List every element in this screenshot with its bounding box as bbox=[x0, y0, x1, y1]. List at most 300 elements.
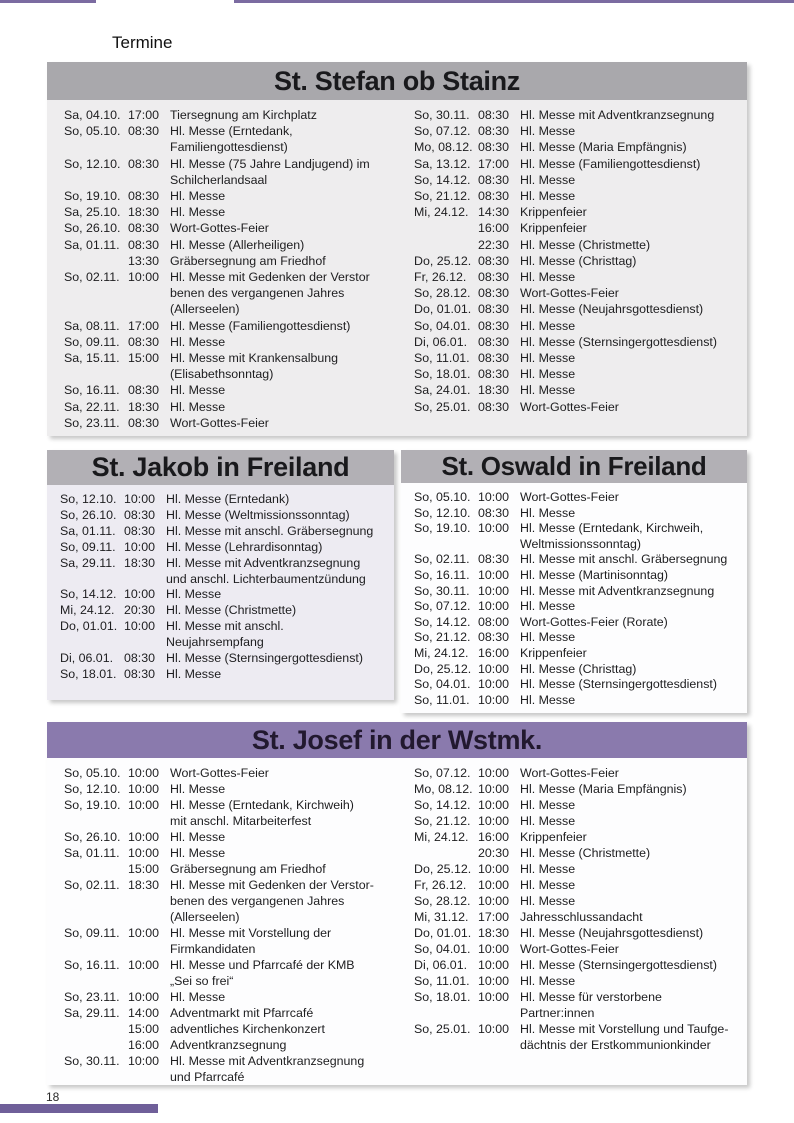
event-text: und anschl. Lichterbaumentzündung bbox=[166, 571, 366, 586]
event-date bbox=[64, 366, 128, 382]
event-date: So, 28.12. bbox=[414, 894, 471, 908]
event-text: Weltmissionssonntag) bbox=[520, 536, 641, 551]
event-text: Hl. Messe bbox=[520, 505, 576, 520]
event-text: Hl. Messe (Sternsingergottesdienst) bbox=[520, 958, 717, 972]
event-date bbox=[64, 1021, 128, 1037]
section-title-st-jakob: St. Jakob in Freiland bbox=[47, 450, 394, 485]
schedule-row bbox=[414, 568, 760, 584]
event-time: 10:00 bbox=[478, 521, 510, 536]
event-time: 08:30 bbox=[128, 334, 160, 349]
event-date bbox=[64, 813, 128, 829]
event-time: 08:30 bbox=[478, 124, 510, 139]
schedule-row bbox=[414, 1005, 747, 1021]
event-date: So, 07.12. bbox=[414, 766, 471, 780]
event-text: dächtnis der Erstkommunionkinder bbox=[520, 1038, 711, 1052]
event-time bbox=[478, 1005, 520, 1021]
event-date bbox=[64, 973, 128, 989]
event-time: 10:00 bbox=[128, 1054, 160, 1068]
event-date bbox=[414, 845, 478, 861]
schedule-row bbox=[64, 220, 397, 236]
event-date: So, 18.01. bbox=[414, 367, 471, 382]
event-date: So, 04.01. bbox=[414, 942, 471, 956]
event-date bbox=[64, 172, 128, 188]
schedule-row bbox=[60, 667, 407, 683]
event-date: Do, 01.01. bbox=[414, 302, 472, 317]
event-time: 10:00 bbox=[478, 1022, 510, 1036]
event-text: Hl. Messe (Maria Empfängnis) bbox=[520, 782, 687, 796]
event-text: mit anschl. Mitarbeiterfest bbox=[170, 814, 312, 828]
schedule-row bbox=[414, 861, 747, 877]
event-date: Sa, 01.11. bbox=[60, 523, 116, 538]
event-time: 10:00 bbox=[128, 926, 160, 940]
event-time: 10:00 bbox=[478, 490, 510, 504]
event-date bbox=[414, 537, 478, 553]
schedule-row bbox=[64, 797, 397, 813]
schedule-row bbox=[64, 893, 397, 909]
event-date bbox=[64, 1069, 128, 1085]
event-text: Hl. Messe mit anschl. Gräbersegnung bbox=[520, 552, 728, 567]
event-date: So, 05.10. bbox=[64, 124, 121, 139]
event-date bbox=[64, 861, 128, 877]
event-date: Do, 01.01. bbox=[60, 619, 118, 634]
schedule-row bbox=[414, 646, 760, 662]
event-text: Hl. Messe bbox=[520, 383, 576, 398]
event-text: (Elisabethsonntag) bbox=[170, 367, 274, 382]
schedule-row bbox=[64, 957, 397, 973]
schedule-row bbox=[64, 973, 397, 989]
schedule-row bbox=[414, 845, 747, 861]
event-date: So, 16.11. bbox=[64, 958, 120, 972]
event-date: So, 21.12. bbox=[414, 189, 471, 204]
event-date: So, 12.10. bbox=[60, 492, 117, 506]
schedule-row bbox=[64, 301, 397, 317]
event-time: 08:30 bbox=[128, 237, 160, 252]
event-text: Hl. Messe bbox=[520, 630, 576, 645]
event-time: 10:00 bbox=[478, 862, 510, 876]
bottom-accent-bar bbox=[0, 1104, 158, 1113]
event-time: 10:00 bbox=[478, 894, 510, 908]
schedule-row bbox=[414, 584, 760, 600]
event-text: Hl. Messe bbox=[520, 318, 576, 333]
event-date: So, 11.01. bbox=[414, 351, 470, 366]
schedule-row bbox=[64, 318, 397, 334]
event-time: 18:30 bbox=[124, 555, 156, 570]
event-text: Hl. Messe (Allerheiligen) bbox=[170, 237, 305, 252]
schedule-row bbox=[64, 399, 397, 415]
event-time: 10:00 bbox=[128, 990, 160, 1004]
section-st-stefan bbox=[47, 62, 747, 436]
event-text: Krippenfeier bbox=[520, 645, 587, 660]
schedule-row bbox=[64, 909, 397, 925]
event-text: Firmkandidaten bbox=[170, 942, 256, 956]
event-date bbox=[64, 301, 128, 317]
event-time: 10:00 bbox=[128, 782, 160, 796]
event-time: 18:30 bbox=[128, 205, 160, 220]
event-text: Hl. Messe bbox=[520, 862, 576, 876]
event-time: 10:00 bbox=[478, 974, 510, 988]
event-date: Sa, 01.11. bbox=[64, 846, 120, 860]
event-date bbox=[414, 1005, 478, 1021]
event-time: 10:00 bbox=[478, 692, 510, 707]
event-date: So, 02.11. bbox=[64, 878, 120, 892]
event-text: Hl. Messe bbox=[170, 383, 226, 398]
event-text: Hl. Messe bbox=[166, 587, 222, 602]
event-text: Hl. Messe mit Gedenken der Verstor bbox=[170, 270, 370, 285]
schedule-row bbox=[414, 220, 747, 236]
schedule-row bbox=[414, 662, 760, 678]
event-date: So, 02.11. bbox=[414, 552, 470, 567]
schedule-row bbox=[414, 909, 747, 925]
event-text: Wort-Gottes-Feier bbox=[520, 399, 619, 414]
event-text: Krippenfeier bbox=[520, 830, 587, 844]
event-time bbox=[128, 893, 170, 909]
event-text: Hl. Messe mit Krankensalbung bbox=[170, 351, 339, 366]
event-text: Hl. Messe (Sternsingergottesdienst) bbox=[520, 334, 717, 349]
event-text: Hl. Messe (Erntedank, Kirchweih, bbox=[520, 521, 704, 536]
event-text: Hl. Messe für verstorbene bbox=[520, 990, 662, 1004]
event-text: Hl. Messe (Erntedank, Kirchweih) bbox=[170, 798, 354, 812]
event-time: 10:00 bbox=[478, 942, 510, 956]
event-time: 10:00 bbox=[478, 766, 510, 780]
schedule-row bbox=[64, 172, 397, 188]
st-stefan-column-right bbox=[397, 100, 747, 431]
event-date: So, 05.10. bbox=[64, 766, 121, 780]
event-time: 10:00 bbox=[128, 846, 160, 860]
schedule-row bbox=[414, 334, 747, 350]
event-date: Mo, 08.12. bbox=[414, 782, 473, 796]
event-time: 16:00 bbox=[128, 1038, 160, 1052]
schedule-row bbox=[414, 204, 747, 220]
event-date bbox=[64, 941, 128, 957]
schedule-row bbox=[414, 615, 760, 631]
event-time: 08:30 bbox=[124, 651, 156, 666]
event-text: Hl. Messe (Weltmissionssonntag) bbox=[166, 507, 350, 522]
event-text: Adventmarkt mit Pfarrcafé bbox=[170, 1006, 314, 1020]
schedule-row bbox=[414, 893, 747, 909]
schedule-row bbox=[64, 1037, 397, 1053]
event-time: 18:30 bbox=[478, 926, 510, 940]
event-time: 08:30 bbox=[128, 221, 160, 236]
event-time: 10:00 bbox=[128, 270, 160, 285]
event-date: So, 12.10. bbox=[64, 782, 121, 796]
schedule-row bbox=[64, 237, 397, 253]
event-date: Do, 25.12. bbox=[414, 862, 472, 876]
event-text: Hl. Messe (Christtag) bbox=[520, 661, 637, 676]
schedule-row bbox=[414, 350, 747, 366]
event-text: Hl. Messe bbox=[170, 990, 226, 1004]
event-time: 10:00 bbox=[478, 583, 510, 598]
event-time: 08:30 bbox=[128, 156, 160, 171]
event-date: So, 14.12. bbox=[414, 172, 471, 187]
event-text: Hl. Messe bbox=[170, 205, 226, 220]
schedule-row bbox=[414, 1037, 747, 1053]
event-date: So, 18.01. bbox=[414, 990, 471, 1004]
event-time: 08:30 bbox=[478, 630, 510, 645]
event-text: Hl. Messe mit Adventkranzsegnung bbox=[166, 555, 361, 570]
event-text: Hl. Messe mit anschl. bbox=[166, 619, 284, 634]
event-time: 14:00 bbox=[128, 1006, 160, 1020]
schedule-row bbox=[414, 490, 760, 506]
schedule-row bbox=[64, 204, 397, 220]
event-time bbox=[128, 285, 170, 301]
event-text: Hl. Messe (Neujahrsgottesdienst) bbox=[520, 302, 704, 317]
event-time bbox=[128, 301, 170, 317]
schedule-row bbox=[414, 1021, 747, 1037]
event-date: So, 30.11. bbox=[414, 583, 470, 598]
event-date: Mi, 24.12. bbox=[414, 205, 469, 220]
schedule-row bbox=[64, 781, 397, 797]
event-text: Schilcherlandsaal bbox=[170, 172, 268, 187]
schedule-row bbox=[414, 599, 760, 615]
event-date: Do, 01.01. bbox=[414, 926, 472, 940]
event-date: Mi, 24.12. bbox=[414, 830, 469, 844]
event-date: So, 07.12. bbox=[414, 599, 471, 614]
schedule-row bbox=[414, 172, 747, 188]
event-time bbox=[128, 172, 170, 188]
schedule-row bbox=[414, 829, 747, 845]
schedule-row bbox=[64, 1069, 397, 1085]
event-time bbox=[128, 366, 170, 382]
event-text: Wort-Gottes-Feier bbox=[170, 415, 269, 430]
event-text: Hl. Messe mit Vorstellung und Taufge- bbox=[520, 1022, 729, 1036]
event-date: So, 07.12. bbox=[414, 124, 471, 139]
section-st-josef bbox=[47, 722, 747, 1085]
schedule-row bbox=[60, 651, 407, 667]
schedule-row bbox=[60, 603, 407, 619]
event-time: 08:30 bbox=[478, 552, 510, 567]
schedule-row bbox=[414, 630, 760, 646]
event-text: Krippenfeier bbox=[520, 205, 587, 220]
event-date: Sa, 29.11. bbox=[64, 1006, 120, 1020]
schedule-row bbox=[64, 877, 397, 893]
st-stefan-column-left bbox=[47, 100, 397, 431]
event-date: Mi, 31.12. bbox=[414, 910, 469, 924]
event-text: Tiersegnung am Kirchplatz bbox=[170, 108, 317, 122]
event-text: Hl. Messe (Erntedank) bbox=[166, 492, 290, 506]
event-time: 08:30 bbox=[478, 302, 510, 317]
schedule-row bbox=[64, 1053, 397, 1069]
event-date: So, 18.01. bbox=[60, 666, 117, 681]
schedule-row bbox=[60, 572, 407, 588]
event-text: Hl. Messe bbox=[170, 782, 226, 796]
schedule-row bbox=[414, 973, 747, 989]
event-date bbox=[64, 285, 128, 301]
schedule-row bbox=[64, 941, 397, 957]
event-time: 08:30 bbox=[478, 286, 510, 301]
event-date: Sa, 04.10. bbox=[64, 108, 121, 122]
event-text: Hl. Messe (Sternsingergottesdienst) bbox=[520, 677, 717, 692]
event-text: Hl. Messe bbox=[520, 894, 576, 908]
event-time bbox=[128, 973, 170, 989]
event-text: Hl. Messe (Lehrardisonntag) bbox=[166, 539, 323, 554]
event-date: So, 16.11. bbox=[414, 567, 470, 582]
event-time: 10:00 bbox=[478, 661, 510, 676]
schedule-row bbox=[64, 829, 397, 845]
schedule-row bbox=[414, 765, 747, 781]
schedule-row bbox=[64, 107, 397, 123]
schedule-row bbox=[64, 765, 397, 781]
schedule-row bbox=[64, 123, 397, 139]
schedule-row bbox=[64, 139, 397, 155]
schedule-row bbox=[414, 301, 747, 317]
event-time: 20:30 bbox=[124, 603, 156, 618]
event-time: 08:30 bbox=[478, 334, 510, 349]
event-date bbox=[64, 253, 128, 269]
schedule-row bbox=[64, 269, 397, 285]
event-time: 08:30 bbox=[478, 189, 510, 204]
schedule-row bbox=[414, 269, 747, 285]
schedule-row bbox=[60, 619, 407, 635]
event-text: Hl. Messe bbox=[520, 814, 576, 828]
st-josef-schedule bbox=[47, 758, 747, 1085]
schedule-row bbox=[414, 382, 747, 398]
event-text: Hl. Messe mit Adventkranzsegnung bbox=[170, 1054, 365, 1068]
event-date: Sa, 01.11. bbox=[64, 237, 120, 252]
event-date: Sa, 13.12. bbox=[414, 156, 471, 171]
event-date bbox=[64, 893, 128, 909]
event-text: Hl. Messe mit Adventkranzsegnung bbox=[520, 583, 715, 598]
section-st-jakob bbox=[47, 450, 394, 700]
event-text: Jahresschlussandacht bbox=[520, 910, 643, 924]
st-stefan-schedule bbox=[47, 100, 747, 431]
schedule-row bbox=[60, 540, 407, 556]
event-text: Hl. Messe (Familiengottesdienst) bbox=[520, 156, 701, 171]
st-josef-column-right bbox=[397, 758, 747, 1085]
event-time: 16:00 bbox=[478, 830, 510, 844]
section-title-st-oswald: St. Oswald in Freiland bbox=[401, 450, 747, 483]
schedule-row bbox=[414, 537, 760, 553]
schedule-row bbox=[64, 156, 397, 172]
event-text: Hl. Messe bbox=[170, 189, 226, 204]
schedule-row bbox=[414, 781, 747, 797]
event-date: So, 11.01. bbox=[414, 692, 470, 707]
event-text: Hl. Messe bbox=[170, 830, 226, 844]
event-date: So, 30.11. bbox=[64, 1054, 120, 1068]
schedule-row bbox=[64, 415, 397, 431]
event-time bbox=[128, 909, 170, 925]
schedule-row bbox=[64, 188, 397, 204]
event-date: Di, 06.01. bbox=[414, 334, 468, 349]
event-date bbox=[64, 139, 128, 155]
schedule-row bbox=[414, 318, 747, 334]
schedule-row bbox=[414, 925, 747, 941]
event-time: 22:30 bbox=[478, 237, 510, 252]
schedule-row bbox=[64, 350, 397, 366]
schedule-row bbox=[414, 957, 747, 973]
event-date: Sa, 25.10. bbox=[64, 205, 121, 220]
event-date: So, 16.11. bbox=[64, 383, 120, 398]
event-time: 10:00 bbox=[478, 958, 510, 972]
event-time: 16:00 bbox=[478, 221, 510, 236]
event-time bbox=[128, 139, 170, 155]
event-text: Krippenfeier bbox=[520, 221, 587, 236]
schedule-row bbox=[60, 635, 407, 651]
event-date: Do, 25.12. bbox=[414, 253, 472, 268]
schedule-row bbox=[414, 156, 747, 172]
schedule-row bbox=[60, 524, 407, 540]
event-date: Di, 06.01. bbox=[60, 651, 114, 666]
event-text: Hl. Messe bbox=[166, 666, 222, 681]
event-text: Hl. Messe (Christmette) bbox=[166, 603, 297, 618]
event-text: Wort-Gottes-Feier bbox=[520, 286, 619, 301]
event-date: So, 28.12. bbox=[414, 286, 471, 301]
event-time: 08:30 bbox=[478, 140, 510, 155]
schedule-row bbox=[414, 813, 747, 829]
event-time bbox=[124, 572, 166, 588]
event-text: Partner:innen bbox=[520, 1006, 595, 1020]
event-text: Wort-Gottes-Feier (Rorate) bbox=[520, 614, 668, 629]
event-date: So, 12.10. bbox=[64, 156, 121, 171]
schedule-row bbox=[414, 237, 747, 253]
event-text: Hl. Messe bbox=[520, 270, 576, 285]
event-time: 10:00 bbox=[128, 830, 160, 844]
event-time: 08:30 bbox=[128, 383, 160, 398]
event-date: So, 26.10. bbox=[64, 221, 121, 236]
top-rule-left bbox=[0, 0, 96, 3]
schedule-row bbox=[414, 877, 747, 893]
top-rule-right bbox=[234, 0, 794, 3]
event-text: Hl. Messe bbox=[520, 189, 576, 204]
event-time: 10:00 bbox=[478, 567, 510, 582]
schedule-row bbox=[414, 677, 760, 693]
event-time: 20:30 bbox=[478, 846, 510, 860]
event-text: Hl. Messe bbox=[520, 599, 576, 614]
st-oswald-schedule bbox=[401, 483, 760, 708]
event-text: Hl. Messe mit Gedenken der Verstor- bbox=[170, 878, 374, 892]
event-time: 08:30 bbox=[128, 124, 160, 139]
event-date: Do, 25.12. bbox=[414, 661, 472, 676]
schedule-row bbox=[60, 556, 407, 572]
event-time: 10:00 bbox=[478, 782, 510, 796]
event-time: 10:00 bbox=[124, 619, 156, 634]
event-time: 08:30 bbox=[128, 415, 160, 430]
page-header-label: Termine bbox=[112, 33, 173, 52]
event-time: 10:00 bbox=[478, 814, 510, 828]
event-date: So, 04.01. bbox=[414, 318, 471, 333]
event-date: Mi, 24.12. bbox=[414, 645, 469, 660]
event-time: 08:30 bbox=[478, 172, 510, 187]
event-time: 08:30 bbox=[478, 505, 510, 520]
event-date: Mi, 24.12. bbox=[60, 603, 115, 618]
event-time: 08:30 bbox=[478, 318, 510, 333]
event-time: 10:00 bbox=[478, 798, 510, 812]
section-title-st-stefan: St. Stefan ob Stainz bbox=[47, 62, 747, 100]
event-text: Wort-Gottes-Feier bbox=[520, 766, 619, 780]
event-date: So, 11.01. bbox=[414, 974, 470, 988]
st-josef-column-left bbox=[47, 758, 397, 1085]
event-date: Di, 06.01. bbox=[414, 958, 468, 972]
event-text: und Pfarrcafé bbox=[170, 1070, 245, 1084]
event-date bbox=[60, 572, 124, 588]
event-date: So, 12.10. bbox=[414, 505, 471, 520]
event-time bbox=[128, 1069, 170, 1085]
event-time: 10:00 bbox=[128, 958, 160, 972]
event-time: 10:00 bbox=[128, 766, 160, 780]
event-time: 15:00 bbox=[128, 862, 160, 876]
schedule-row bbox=[64, 382, 397, 398]
event-text: „Sei so frei“ bbox=[170, 974, 234, 988]
event-text: Hl. Messe (Martinisonntag) bbox=[520, 567, 669, 582]
event-time: 17:00 bbox=[128, 108, 160, 122]
event-text: Hl. Messe (75 Jahre Landjugend) im bbox=[170, 156, 370, 171]
event-text: Hl. Messe bbox=[520, 974, 576, 988]
event-text: Hl. Messe bbox=[170, 399, 226, 414]
event-date: So, 05.10. bbox=[414, 490, 471, 504]
event-date: So, 21.12. bbox=[414, 630, 471, 645]
schedule-row bbox=[64, 861, 397, 877]
event-date: Sa, 15.11. bbox=[64, 351, 120, 366]
event-date: So, 14.12. bbox=[60, 587, 117, 602]
